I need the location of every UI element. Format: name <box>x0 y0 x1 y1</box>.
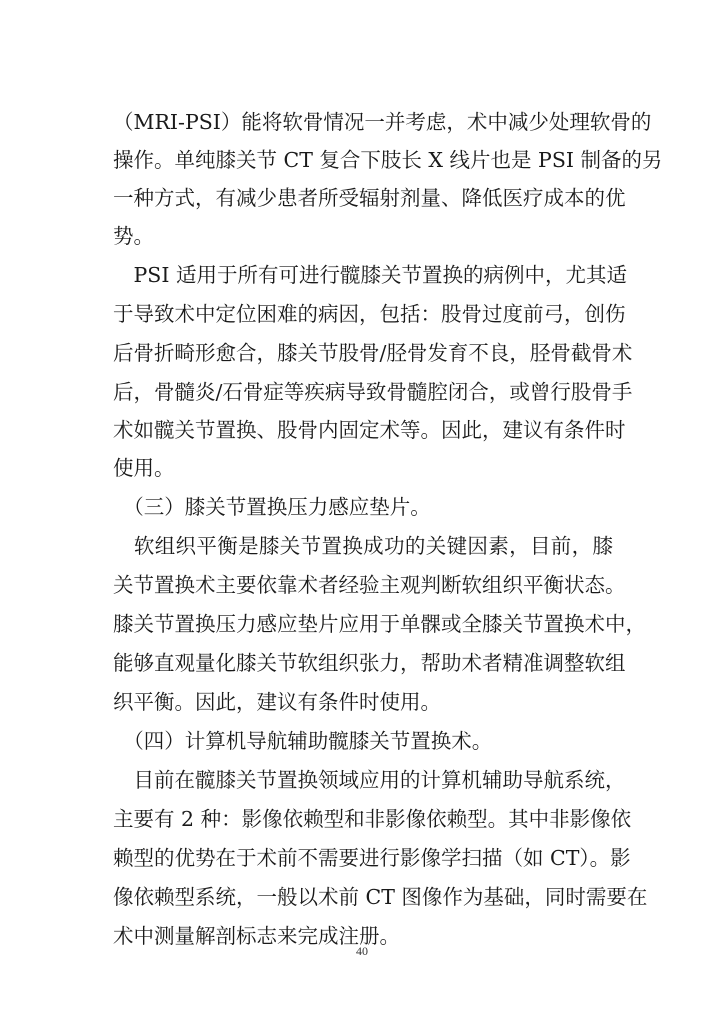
text-line: 关节置换术主要依靠术者经验主观判断软组织平衡状态。 <box>113 573 626 597</box>
text-line: PSI 适用于所有可进行髋膝关节置换的病例中，尤其适 <box>113 263 627 287</box>
text-line: 织平衡。因此，建议有条件时使用。 <box>113 690 441 714</box>
text-line: 使用。 <box>113 456 175 480</box>
text-line: 能够直观量化膝关节软组织张力，帮助术者精准调整软组 <box>113 651 626 675</box>
text-line: 膝关节置换压力感应垫片应用于单髁或全膝关节置换术中， <box>113 612 646 636</box>
text-line: 操作。单纯膝关节 CT 复合下肢长 X 线片也是 PSI 制备的另 <box>113 148 663 172</box>
text-line: 像依赖型系统，一般以术前 CT 图像作为基础，同时需要在 <box>113 885 648 909</box>
page-number: 40 <box>356 944 368 958</box>
section-heading: （四）计算机导航辅助髋膝关节置换术。 <box>113 729 493 753</box>
text-line: 后，骨髓炎/石骨症等疾病导致骨髓腔闭合，或曾行股骨手 <box>113 380 633 404</box>
text-line: 势。 <box>113 224 154 248</box>
section-heading: （三）膝关节置换压力感应垫片。 <box>113 495 431 519</box>
text-line: 术中测量解剖标志来完成注册。 <box>113 924 400 948</box>
text-line: 软组织平衡是膝关节置换成功的关键因素，目前，膝 <box>113 534 613 558</box>
text-line: 一种方式，有减少患者所受辐射剂量、降低医疗成本的优 <box>113 186 626 210</box>
text-line: 赖型的优势在于术前不需要进行影像学扫描（如 CT）。影 <box>113 846 631 870</box>
text-line: （MRI-PSI）能将软骨情况一并考虑，术中减少处理软骨的 <box>113 110 652 134</box>
text-line: 主要有 2 种：影像依赖型和非影像依赖型。其中非影像依 <box>113 807 632 831</box>
text-line: 于导致术中定位困难的病因，包括：股骨过度前弓，创伤 <box>113 302 626 326</box>
text-line: 目前在髋膝关节置换领域应用的计算机辅助导航系统， <box>113 768 626 792</box>
text-line: 术如髋关节置换、股骨内固定术等。因此，建议有条件时 <box>113 418 626 442</box>
text-line: 后骨折畸形愈合，膝关节股骨/胫骨发育不良，胫骨截骨术 <box>113 341 633 365</box>
